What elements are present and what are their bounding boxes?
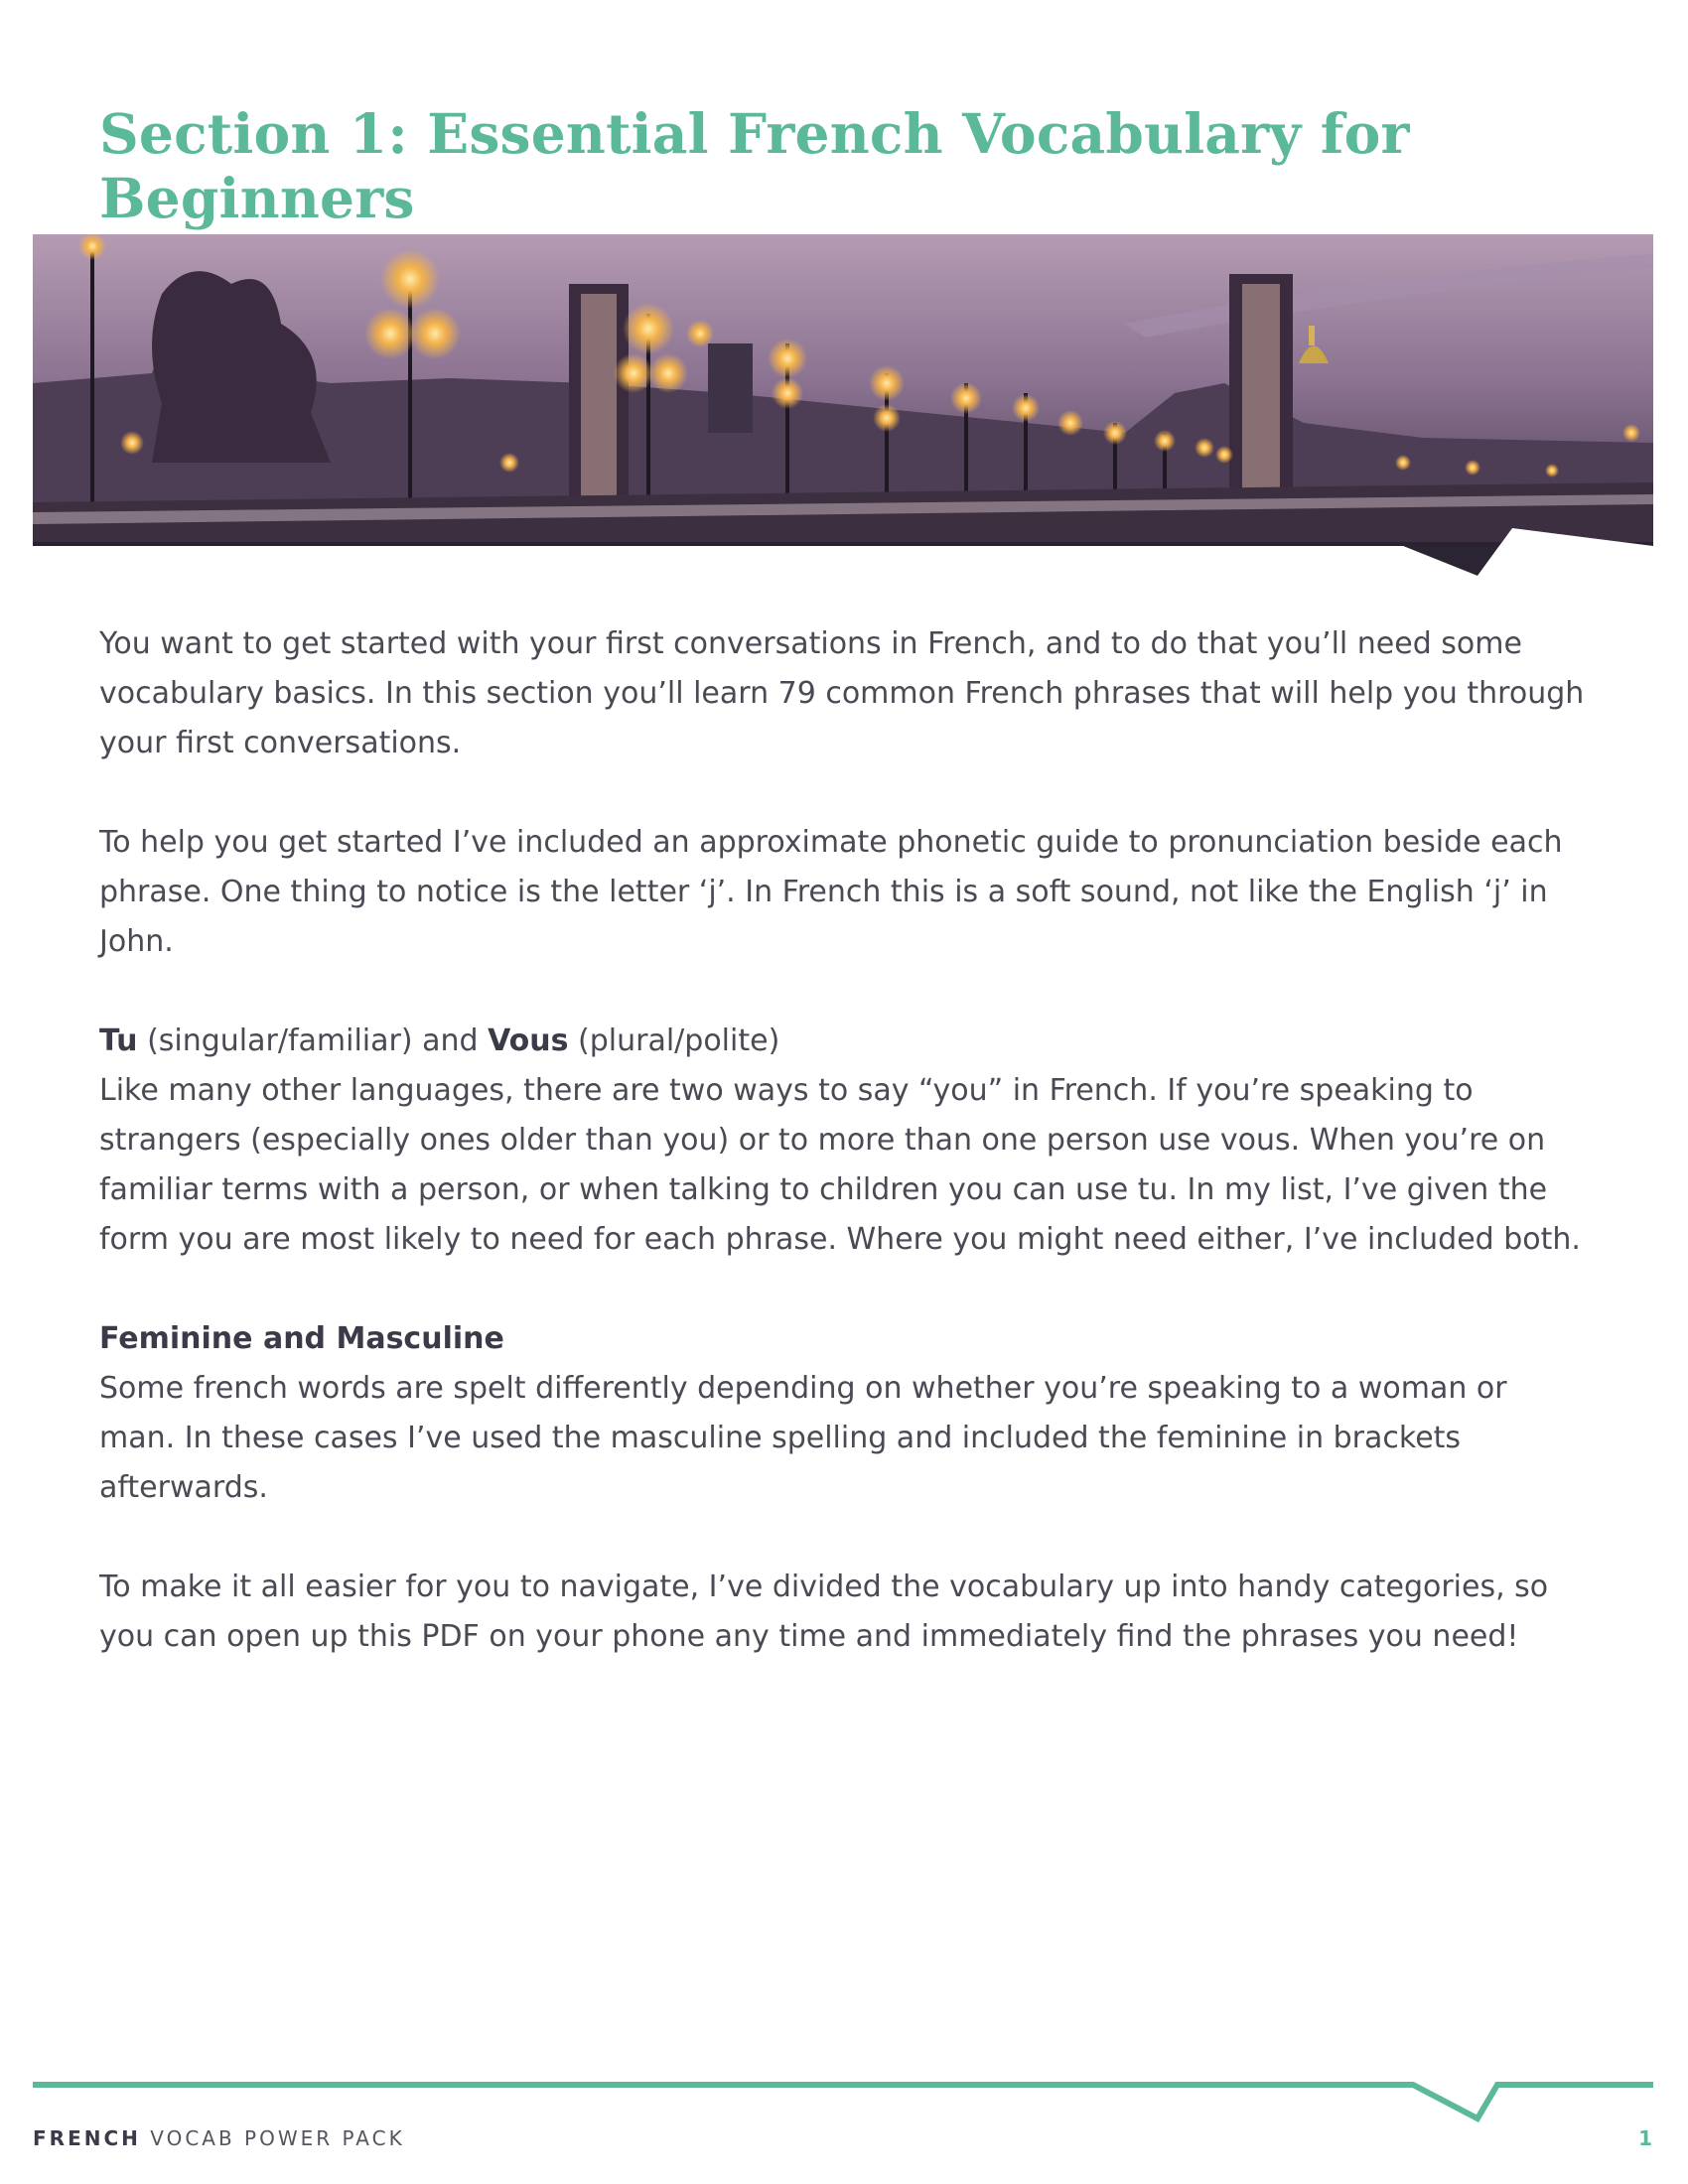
footer-divider [33,2075,1653,2134]
footer-brand [33,2126,405,2150]
footer-brand-rest: VOCAB POWER PACK [140,2126,405,2150]
closing-paragraph: To make it all easier for you to navigate, I’ve divided the vocabulary up into handy categories, so you can open up this PDF on your phone any time and immediately find the phrases you need! [99,1570,1549,1654]
vous-label: Vous [488,1024,569,1058]
phonetic-paragraph: To help you get started I’ve included an approximate phonetic guide to pronunciation beside each phrase. One thing to notice is the letter ‘j’. In French this is a soft sound, not like the English ‘j’ in John. [99,825,1563,959]
gender-section [99,1314,1589,1513]
tu-vous-section [99,1017,1589,1265]
banner-image [33,234,1653,576]
paris-bridge-lamps-image [33,234,1653,576]
body-text [99,619,1589,1711]
page-title: Section 1: Essential French Vocabulary for Beginners [99,101,1410,230]
tu-note: (singular/familiar) and [137,1024,489,1058]
page-number: 1 [1638,2126,1652,2150]
footer-brand-strong: FRENCH [33,2126,141,2150]
vous-note: (plural/polite) [568,1024,780,1058]
tu-vous-text: Like many other languages, there are two ways to say “you” in French. If you’re speaking to strangers (especially ones older than you) or to more than one person use vous. When you’re on familiar terms with a person, or when talking to children you can use tu. In my list, I’ve given the form you are most likely to need for each phrase. Where you might need either, I’ve included both. [99,1073,1581,1257]
gender-heading: Feminine and Masculine [99,1321,504,1356]
tu-label: Tu [99,1024,138,1058]
gender-text: Some french words are spelt differently depending on whether you’re speaking to a woman or man. In these cases I’ve used the masculine spelling and included the feminine in brackets afterwards. [99,1371,1507,1505]
intro-paragraph: You want to get started with your first conversations in French, and to do that you’ll need some vocabulary basics. In this section you’ll learn 79 common French phrases that will help you through your first conversations. [99,626,1585,760]
